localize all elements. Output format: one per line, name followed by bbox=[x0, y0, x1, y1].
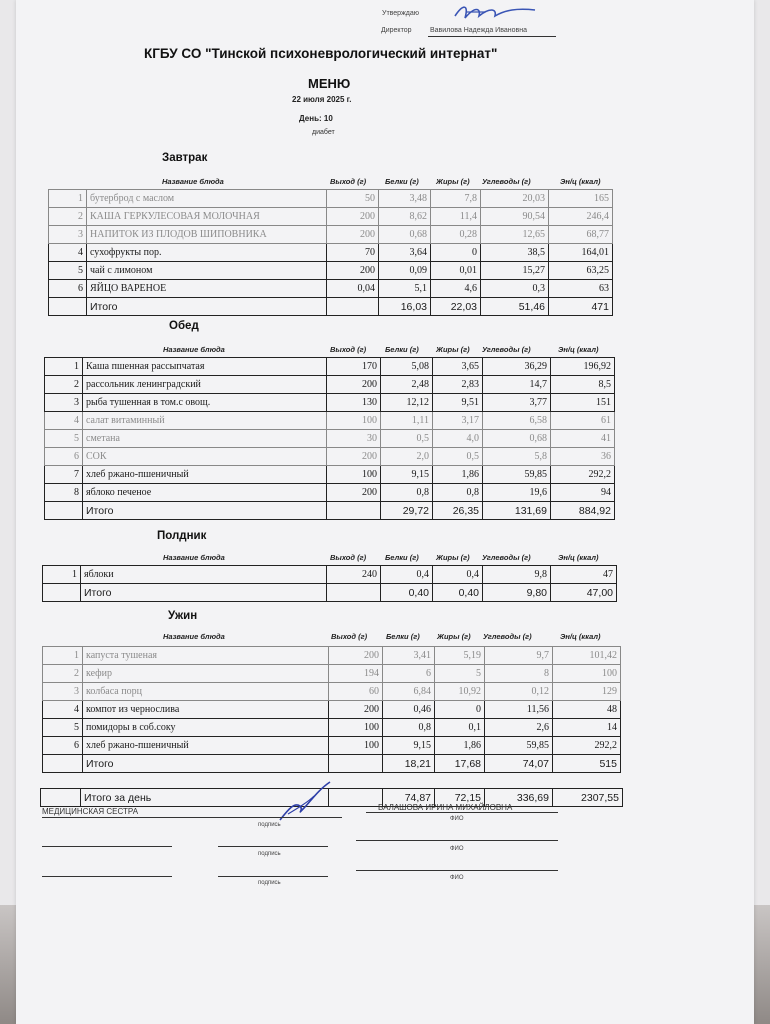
nurse-label: МЕДИЦИНСКАЯ СЕСТРА bbox=[42, 807, 139, 816]
blank-line bbox=[42, 876, 172, 877]
table-row: 6 ЯЙЦО ВАРЕНОЕ 0,04 5,1 4,6 0,3 63 bbox=[49, 280, 613, 298]
nurse-name: БАЛАШОВА ИРИНА МИХАЙЛОВНА bbox=[378, 803, 513, 812]
document-title: МЕНЮ bbox=[308, 76, 351, 91]
table-row: 5 сметана 30 0,5 4,0 0,68 41 bbox=[45, 430, 615, 448]
day-total-row: Итого за день 74,87 72,15 336,69 2307,55 bbox=[41, 789, 623, 807]
snack-table bbox=[42, 565, 617, 602]
column-header-carbs: Углеводы (г) bbox=[482, 177, 531, 186]
column-header-fat: Жиры (г) bbox=[436, 177, 470, 186]
signature-caption: подпись bbox=[258, 880, 281, 886]
table-row: 4 компот из чернослива 200 0,46 0 11,56 48 bbox=[43, 701, 621, 719]
nurse-signature bbox=[274, 780, 334, 825]
table-row: 5 помидоры в соб.соку 100 0,8 0,1 2,6 14 bbox=[43, 719, 621, 737]
fio-line bbox=[356, 870, 558, 871]
signature-caption: подпись bbox=[258, 851, 281, 857]
signature-line bbox=[42, 817, 342, 818]
fio-line bbox=[366, 812, 558, 813]
column-header-protein: Белки (г) bbox=[385, 553, 419, 562]
day-total-label: Итого за день bbox=[81, 789, 329, 807]
column-header-fat: Жиры (г) bbox=[436, 345, 470, 354]
table-row: 8 яблоко печеное 200 0,8 0,8 19,6 94 bbox=[45, 484, 615, 502]
column-header-energy: Эн/ц (ккал) bbox=[558, 345, 599, 354]
table-row: 3 рыба тушенная в том.с овощ. 130 12,12 9,51 3,77 151 bbox=[45, 394, 615, 412]
table-row: 6 хлеб ржано-пшеничный 100 9,15 1,86 59,85 292,2 bbox=[43, 737, 621, 755]
signature-line bbox=[218, 876, 328, 877]
table-row: 3 колбаса порц 60 6,84 10,92 0,12 129 bbox=[43, 683, 621, 701]
total-row: Итого 18,21 17,68 74,07 515 bbox=[43, 755, 621, 773]
column-header-carbs: Углеводы (г) bbox=[482, 553, 531, 562]
fio-caption: ФИО bbox=[450, 846, 464, 852]
column-header-name: Название блюда bbox=[163, 345, 225, 354]
table-row: 3 НАПИТОК ИЗ ПЛОДОВ ШИПОВНИКА 200 0,68 0,28 12,65 68,77 bbox=[49, 226, 613, 244]
total-row: Итого 16,03 22,03 51,46 471 bbox=[49, 298, 613, 316]
director-name: Вавилова Надежда Ивановна bbox=[430, 27, 527, 34]
column-header-yield: Выход (г) bbox=[330, 345, 367, 354]
table-row: 6 СОК 200 2,0 0,5 5,8 36 bbox=[45, 448, 615, 466]
column-header-protein: Белки (г) bbox=[385, 177, 419, 186]
table-row: 1 бутерброд с маслом 50 3,48 7,8 20,03 165 bbox=[49, 190, 613, 208]
menu-day: День: 10 bbox=[299, 114, 333, 123]
column-header-carbs: Углеводы (г) bbox=[482, 345, 531, 354]
table-row: 1 капуста тушеная 200 3,41 5,19 9,7 101,42 bbox=[43, 647, 621, 665]
column-header-fat: Жиры (г) bbox=[437, 632, 471, 641]
column-header-protein: Белки (г) bbox=[386, 632, 420, 641]
fio-line bbox=[356, 840, 558, 841]
total-row: Итого 29,72 26,35 131,69 884,92 bbox=[45, 502, 615, 520]
signature-line bbox=[218, 846, 328, 847]
table-row: 1 яблоки 240 0,4 0,4 9,8 47 bbox=[43, 566, 617, 584]
signature-caption: подпись bbox=[258, 822, 281, 828]
column-header-name: Название блюда bbox=[163, 553, 225, 562]
table-row: 5 чай с лимоном 200 0,09 0,01 15,27 63,25 bbox=[49, 262, 613, 280]
approval-label: Утверждаю bbox=[382, 10, 419, 17]
column-header-yield: Выход (г) bbox=[330, 553, 367, 562]
dinner-table bbox=[42, 646, 621, 773]
column-header-carbs: Углеводы (г) bbox=[483, 632, 532, 641]
table-row: 4 салат витаминный 100 1,11 3,17 6,58 61 bbox=[45, 412, 615, 430]
table-row: 2 кефир 194 6 5 8 100 bbox=[43, 665, 621, 683]
column-header-fat: Жиры (г) bbox=[436, 553, 470, 562]
table-row: 4 сухофрукты пор. 70 3,64 0 38,5 164,01 bbox=[49, 244, 613, 262]
breakfast-table bbox=[48, 189, 613, 316]
director-underline bbox=[428, 36, 556, 37]
column-header-protein: Белки (г) bbox=[385, 345, 419, 354]
section-title-snack: Полдник bbox=[157, 530, 207, 542]
director-signature bbox=[445, 2, 540, 24]
table-row: 2 рассольник ленинградский 200 2,48 2,83 14,7 8,5 bbox=[45, 376, 615, 394]
column-header-energy: Эн/ц (ккал) bbox=[558, 553, 599, 562]
column-header-name: Название блюда bbox=[163, 632, 225, 641]
section-title-dinner: Ужин bbox=[168, 610, 198, 622]
column-header-yield: Выход (г) bbox=[331, 632, 368, 641]
column-header-yield: Выход (г) bbox=[330, 177, 367, 186]
diet-type: диабет bbox=[312, 129, 335, 136]
fio-caption: ФИО bbox=[450, 875, 464, 881]
lunch-table bbox=[44, 357, 615, 520]
column-header-energy: Эн/ц (ккал) bbox=[560, 177, 601, 186]
fio-caption: ФИО bbox=[450, 816, 464, 822]
table-row: 1 Каша пшенная рассыпчатая 170 5,08 3,65 36,29 196,92 bbox=[45, 358, 615, 376]
director-label: Директор bbox=[381, 27, 412, 34]
total-row: Итого 0,40 0,40 9,80 47,00 bbox=[43, 584, 617, 602]
column-header-name: Название блюда bbox=[162, 177, 224, 186]
blank-line bbox=[42, 846, 172, 847]
menu-date: 22 июля 2025 г. bbox=[292, 95, 352, 104]
table-row: 2 КАША ГЕРКУЛЕСОВАЯ МОЛОЧНАЯ 200 8,62 11,4 90,54 246,4 bbox=[49, 208, 613, 226]
organization-title: КГБУ СО "Тинской психоневрологический интернат" bbox=[144, 46, 498, 61]
section-title-lunch: Обед bbox=[169, 320, 199, 332]
table-row: 7 хлеб ржано-пшеничный 100 9,15 1,86 59,85 292,2 bbox=[45, 466, 615, 484]
column-header-energy: Эн/ц (ккал) bbox=[560, 632, 601, 641]
section-title-breakfast: Завтрак bbox=[162, 152, 208, 164]
